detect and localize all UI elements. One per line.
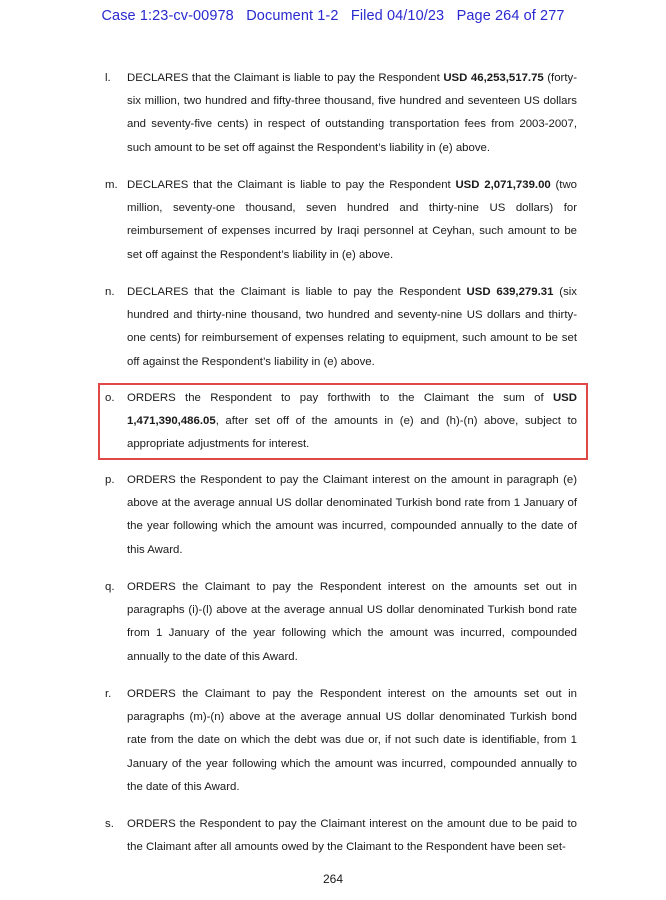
paragraph-p — [105, 469, 577, 562]
paragraph-text: DECLARES that the Claimant is liable to pay the Respondent USD 639,279.31 (six hundred and thirty-nine thousand, two hundred and seventy-nine US dollars and thirty-one cents) for reimbursement of expenses relating to equipment, such amount to be set off against the Respondent’s liability in (e) above. — [127, 286, 577, 368]
paragraph-s — [105, 813, 577, 859]
paragraph-letter: p. — [105, 474, 115, 486]
paragraph-letter: n. — [105, 286, 115, 298]
paragraph-letter: o. — [105, 392, 115, 404]
paragraph-l — [105, 67, 577, 160]
paragraph-q — [105, 576, 577, 669]
paragraph-text: ORDERS the Claimant to pay the Respondent interest on the amounts set out in paragraphs (m)-(n) above at the average annual US dollar denominated Turkish bond rate from the date on which the debt was due or, if not such date is identifiable, from 1 January of the year following which the amount was incurred, compounded annually to the date of this Award. — [127, 688, 577, 793]
paragraph-r — [105, 683, 577, 799]
paragraph-text: ORDERS the Respondent to pay the Claimant interest on the amount due to be paid to the Claimant after all amounts owed by the Claimant to the Respondent have been set- — [127, 818, 577, 854]
amount: USD 46,253,517.75 — [443, 72, 544, 84]
ecf-header — [0, 8, 666, 24]
paragraph-o — [105, 387, 577, 457]
paragraph-letter: s. — [105, 818, 114, 830]
paragraph-text: ORDERS the Respondent to pay forthwith to the Claimant the sum of USD 1,471,390,486.05, after set off of the amounts in (e) and (h)-(n) above, subject to appropriate adjustments for interest. — [127, 392, 577, 451]
amount: USD 2,071,739.00 — [455, 179, 551, 191]
paragraph-letter: m. — [105, 179, 118, 191]
paragraph-m — [105, 174, 577, 267]
filed-date: Filed 04/10/23 — [350, 8, 445, 24]
amount: USD 639,279.31 — [466, 286, 554, 298]
paragraph-letter: q. — [105, 581, 115, 593]
page-number: 264 — [322, 872, 344, 886]
paragraph-letter: l. — [105, 72, 111, 84]
document-number: Document 1-2 — [246, 8, 339, 24]
amount: USD 1,471,390,486.05 — [127, 392, 577, 428]
page-of-total: Page 264 of 277 — [456, 8, 565, 24]
paragraph-text: ORDERS the Respondent to pay the Claimant interest on the amount in paragraph (e) above at the average annual US dollar denominated Turkish bond rate from 1 January of the year following which the amount was incurred, compounded annually to the date of this Award. — [127, 474, 577, 556]
paragraph-text: DECLARES that the Claimant is liable to pay the Respondent USD 46,253,517.75 (forty-six million, two hundred and fifty-three thousand, five hundred and seventeen US dollars and seventy-five cents) in respect of outstanding transportation fees from 2003-2007, such amount to be set off against the Respondent’s liability in (e) above. — [127, 72, 578, 154]
paragraph-text: DECLARES that the Claimant is liable to pay the Respondent USD 2,071,739.00 (two million, seventy-one thousand, seven hundred and thirty-nine US dollars) for reimbursement of expenses incurred by Iraqi personnel at Ceyhan, such amount to be set off against the Respondent’s liability in (e) above. — [127, 179, 577, 261]
case-number: Case 1:23-cv-00978 — [101, 8, 234, 24]
paragraph-letter: r. — [105, 688, 112, 700]
paragraph-n — [105, 281, 577, 374]
paragraph-text: ORDERS the Claimant to pay the Respondent interest on the amounts set out in paragraphs (i)-(l) above at the average annual US dollar denominated Turkish bond rate from 1 January of the year following which the amount was incurred, compounded annually to the date of this Award. — [127, 581, 577, 663]
